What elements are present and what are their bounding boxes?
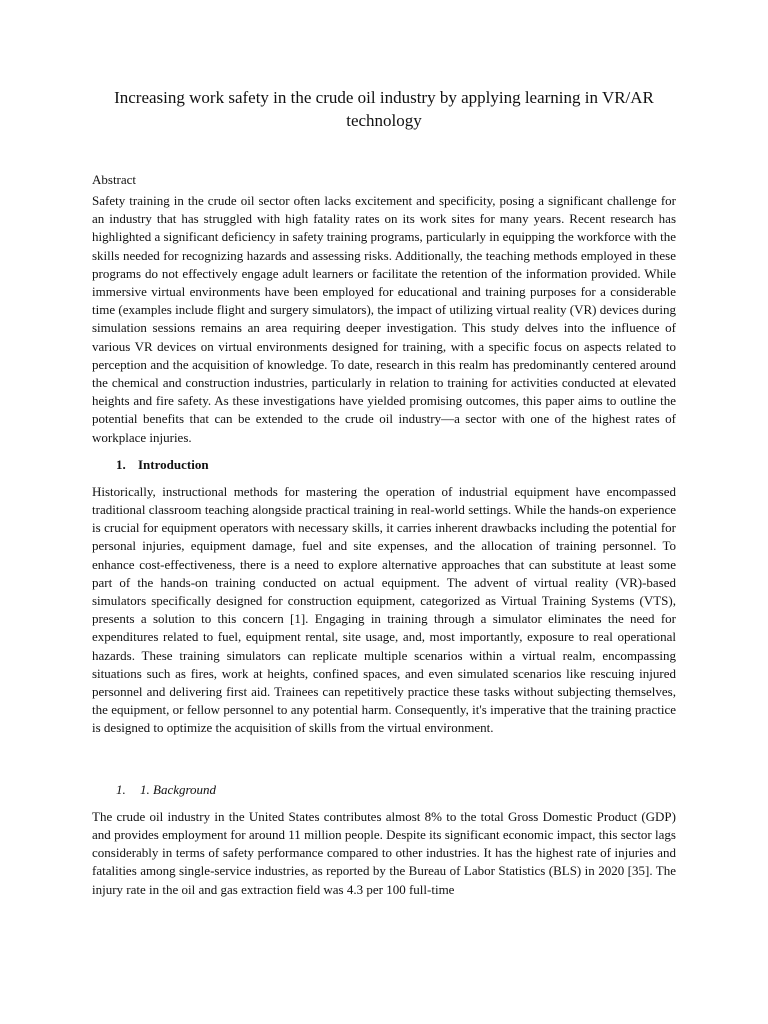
- section-title: Introduction: [138, 456, 209, 472]
- subsection-heading-background: [92, 781, 676, 799]
- subsection-title: 1. Background: [140, 781, 217, 797]
- introduction-paragraph: Historically, instructional methods for mastering the operation of industrial equipment have encompassed traditional classroom teaching alongside practical training in real-world settings. While the hands-on experience is crucial for equipment operators with necessary skills, it carries inherent drawbacks including the potential for personal injuries, equipment damage, fuel and site expenses, and the allocation of training personnel. To enhance cost-effectiveness, there is a need to explore alternative approaches that can substitute at least some part of the hands-on training conducted on actual equipment. The advent of virtual reality (VR)-based simulators specifically designed for construction equipment, categorized as Virtual Training Systems (VTS), presents a solution to this concern [1]. Engaging in training through a simulator eliminates the need for expenditures related to fuel, equipment rental, site usage, and, most importantly, exposure to real operational hazards. These training simulators can replicate multiple scenarios within a virtual realm, encompassing situations such as fires, work at heights, confined spaces, and even simulated scenarios like rescuing injured personnel and delivering first aid. Trainees can repetitively practice these tasks without subjecting themselves, the equipment, or fellow personnel to any potential harm. Consequently, it's imperative that the training practice is designed to optimize the acquisition of skills from the virtual environment.: [92, 483, 676, 736]
- section-heading-introduction: [92, 456, 676, 474]
- subsection-number: 1.: [116, 781, 126, 797]
- document-page: [92, 86, 676, 899]
- background-paragraph: The crude oil industry in the United States contributes almost 8% to the total Gross Domestic Product (GDP) and provides employment for around 11 million people. Despite its significant economic impact, this sector lags considerably in terms of safety performance compared to other industries. It has the highest rate of injuries and fatalities among single-service industries, as reported by the Bureau of Labor Statistics (BLS) in 2020 [35]. The injury rate in the oil and gas extraction field was 4.3 per 100 full-time: [92, 808, 676, 897]
- paper-title: Increasing work safety in the crude oil industry by applying learning in VR/AR technology: [114, 88, 654, 130]
- section-number: 1.: [116, 456, 126, 472]
- abstract-paragraph: Safety training in the crude oil sector often lacks excitement and specificity, posing a significant challenge for an industry that has struggled with high fatality rates on its work sites for many years. Recent research has highlighted a significant deficiency in safety training programs, particularly in equipping the workforce with the skills needed for recognizing hazards and assessing risks. Additionally, the teaching methods employed in these programs do not effectively engage adult learners or facilitate the retention of the information provided. While immersive virtual environments have been employed for educational and training purposes for a considerable time (examples include flight and surgery simulators), the impact of utilizing virtual reality (VR) devices during simulation sessions remains an area requiring deeper investigation. This study delves into the influence of various VR devices on virtual environments designed for training, with a specific focus on aspects related to perception and the acquisition of knowledge. To date, research in this realm has predominantly centered around the chemical and construction industries, particularly in relation to training for activities conducted at elevated heights and fire safety. As these investigations have yielded promising outcomes, this paper aims to outline the potential benefits that can be extended to the crude oil industry—a sector with one of the highest rates of workplace injuries.: [92, 193, 676, 445]
- abstract-heading: Abstract: [92, 172, 137, 187]
